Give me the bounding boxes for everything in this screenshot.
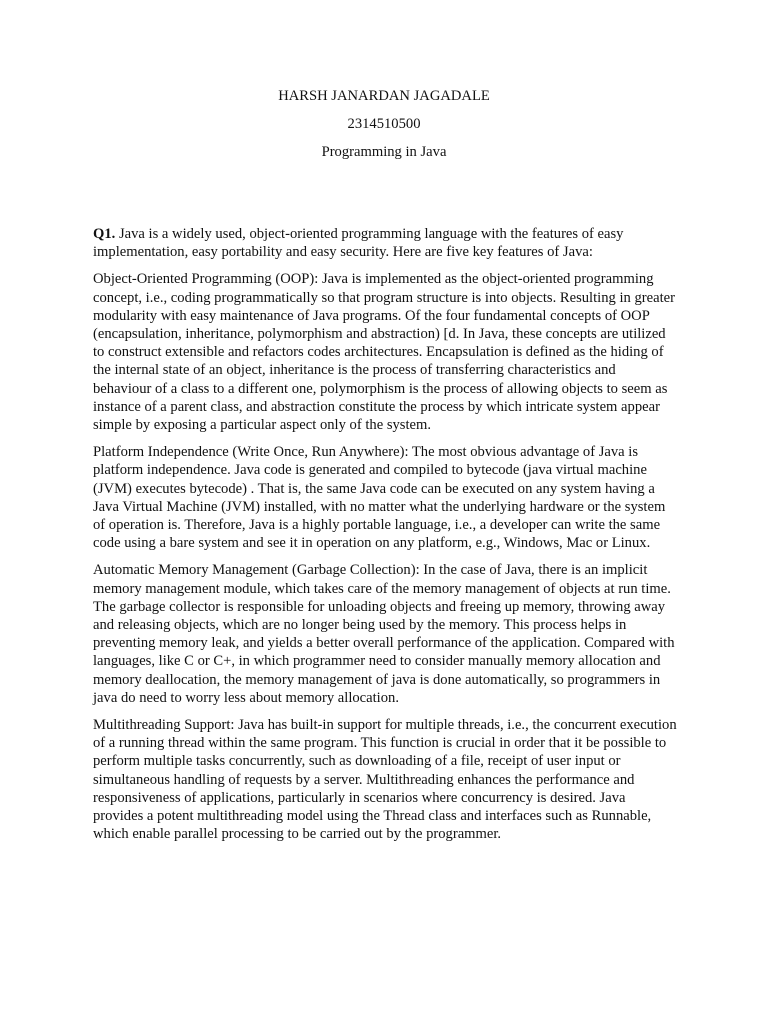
document-body — [93, 225, 677, 853]
paragraph-memory-management: Automatic Memory Management (Garbage Collection): In the case of Java, there is an implicit memory management module, which takes care of the memory management of objects at run time. The garbage collector is responsible for unloading objects and freeing up memory, throwing away and releasing objects, which are no longer being used by the memory. This process helps in preventing memory leak, and yields a better overall performance of the application. Compared with languages, like C or C+, in which programmer need to consider manually memory allocation and memory deallocation, the memory management of java is done automatically, so programmers in java do need to worry less about memory allocation. — [93, 562, 675, 706]
question-label: Q1. — [93, 226, 116, 242]
student-name: HARSH JANARDAN JAGADALE — [278, 88, 490, 104]
paragraph-platform-independence: Platform Independence (Write Once, Run Anywhere): The most obvious advantage of Java is platform independence. Java code is generated and compiled to bytecode (java virtual machine (JVM) executes bytecode) . That is, the same Java code can be executed on any system having a Java Virtual Machine (JVM) installed, with no matter what the underlying hardware or the system of operation is. Therefore, Java is a highly portable language, i.e., a developer can write the same code using a bare system and see it in operation on any platform, e.g., Windows, Mac or Linux. — [93, 444, 666, 552]
question-intro-text: Java is a widely used, object-oriented programming language with the features of easy implementation, easy portability and easy security. Here are five key features of Java: — [93, 226, 624, 261]
question-intro-paragraph — [93, 225, 677, 261]
paragraph-multithreading: Multithreading Support: Java has built-in support for multiple threads, i.e., the concurrent execution of a running thread within the same program. This function is crucial in order that it be possible to perform multiple tasks concurrently, such as downloading of a file, receipt of user input or simultaneous handling of requests by a server. Multithreading enhances the performance and responsiveness of applications, particularly in scenarios where concurrency is desired. Java provides a potent multithreading model using the Thread class and interfaces such as Runnable, which enable parallel processing to be carried out by the programmer. — [93, 717, 677, 843]
course-title: Programming in Java — [321, 144, 447, 160]
paragraph-oop: Object-Oriented Programming (OOP): Java is implemented as the object-oriented programming concept, i.e., coding programmatically so that program structure is into objects. Resulting in greater modularity with easy maintenance of Java programs. Of the four fundamental concepts of OOP (encapsulation, inheritance, polymorphism and abstraction) [d. In Java, these concepts are utilized to construct extensible and refactors codes architectures. Encapsulation is defined as the hiding of the internal state of an object, inheritance is the process of transferring characteristics and behaviour of a class to a different one, polymorphism is the process of allowing objects to seem as instance of a parent class, and abstraction constitute the process by which intricate system appear simple by exposing a particular aspect only of the system. — [93, 271, 675, 434]
student-id: 2314510500 — [347, 116, 421, 132]
